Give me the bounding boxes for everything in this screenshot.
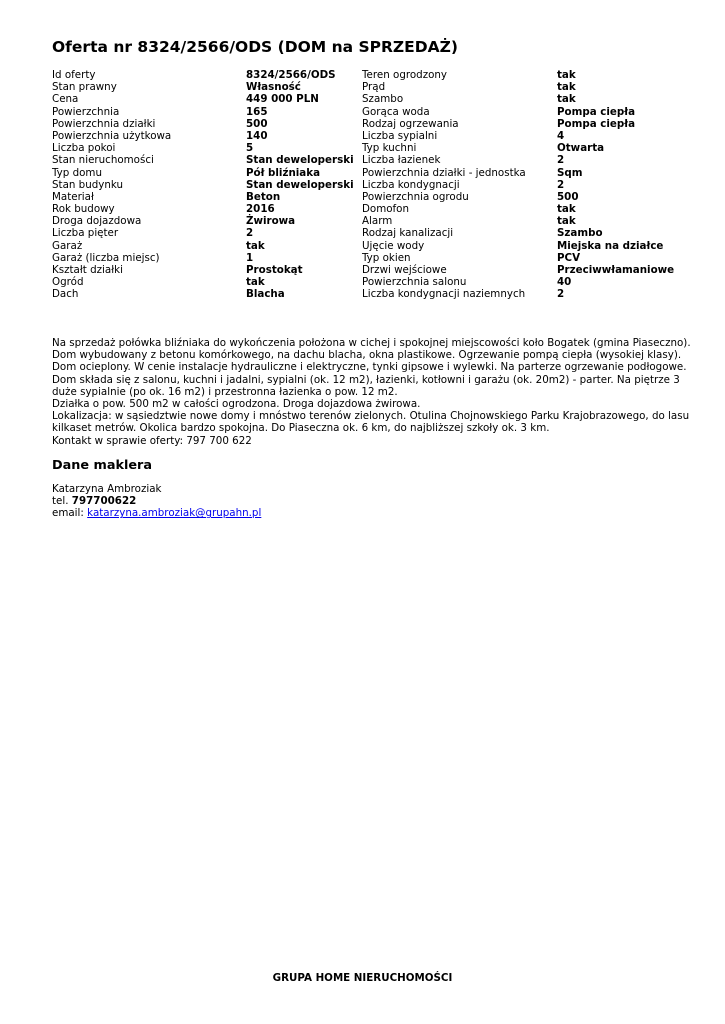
param-label: Stan nieruchomości (52, 154, 154, 167)
param-value: tak (557, 69, 576, 81)
param-label: Id oferty (52, 69, 96, 81)
param-label: Rodzaj ogrzewania (362, 117, 459, 130)
agent-email-link[interactable]: katarzyna.ambroziak@grupahn.pl (87, 507, 262, 520)
agent-name: Katarzyna Ambroziak (52, 483, 162, 495)
description-line: Na sprzedaż połówka bliźniaka do wykończenia położona w cichej i spokojnej miejscowości koło Bogatek (gmina Piaseczno). (52, 337, 691, 349)
param-value: 140 (246, 129, 268, 142)
param-value: tak (557, 215, 576, 228)
param-label: Garaż (52, 239, 83, 252)
param-value: 2 (246, 227, 254, 240)
footer-company-name: GRUPA HOME NIERUCHOMOŚCI (272, 972, 453, 984)
param-label: Typ domu (52, 166, 102, 179)
param-value: Żwirowa (246, 215, 296, 228)
param-value: 165 (246, 105, 268, 118)
param-value: 40 (557, 276, 572, 289)
description-line: Działka o pow. 500 m2 w całości ogrodzona. Droga dojazdowa żwirowa. (52, 398, 421, 411)
param-label: Garaż (liczba miejsc) (52, 251, 160, 264)
param-label: Teren ogrodzony (362, 69, 448, 81)
offer-title: Oferta nr 8324/2566/ODS (DOM na SPRZEDAŻ) (52, 38, 458, 56)
param-value: 500 (246, 117, 268, 130)
param-label: Rok budowy (52, 203, 115, 216)
param-value: Beton (246, 190, 281, 203)
description-line: kilkaset metrów. Okolica bardzo spokojna. Do Piaseczna ok. 6 km, do najbliższej szkoły ok. 3 km. (52, 422, 550, 435)
agent-phone-row (52, 495, 261, 507)
param-label: Droga dojazdowa (52, 215, 142, 228)
param-label: Ogród (52, 276, 84, 289)
param-label: Powierzchnia ogrodu (362, 190, 469, 203)
description-line: Dom ocieplony. W cenie instalacje hydrauliczne i elektryczne, tynki gipsowe i wylewki. Na parterze ogrzewanie podłogowe. (52, 361, 687, 374)
param-value: 2 (557, 178, 565, 191)
param-label: Powierzchnia działki - jednostka (362, 166, 526, 179)
param-value: Pół bliźniaka (246, 166, 321, 179)
param-label: Liczba pięter (52, 227, 119, 240)
param-label: Liczba kondygnacji naziemnych (362, 288, 526, 301)
param-value: 500 (557, 190, 579, 203)
param-label: Ujęcie wody (362, 239, 425, 252)
description-line: Kontakt w sprawie oferty: 797 700 622 (52, 434, 252, 447)
agent-details (52, 483, 261, 520)
param-label: Powierzchnia działki (52, 117, 156, 130)
param-label: Stan prawny (52, 81, 117, 94)
param-value: tak (246, 239, 265, 252)
param-label: Typ kuchni (362, 142, 417, 155)
param-value: Sqm (557, 166, 583, 179)
param-value: Szambo (557, 227, 603, 240)
param-label: Liczba kondygnacji (362, 178, 460, 191)
param-label: Powierzchnia użytkowa (52, 129, 172, 142)
param-label: Powierzchnia salonu (362, 276, 467, 289)
param-label: Dach (52, 288, 79, 301)
param-value: Stan deweloperski (246, 154, 354, 167)
param-value: Przeciwwłamaniowe (557, 264, 675, 276)
param-label: Drzwi wejściowe (362, 264, 447, 276)
offer-description (52, 337, 691, 447)
description-line: duże sypialnie (po ok. 16 m2) i przestronna łazienka o pow. 12 m2. (52, 385, 398, 398)
param-label: Typ okien (362, 251, 411, 264)
param-label: Gorąca woda (362, 105, 430, 118)
agent-email-label: email: (52, 507, 84, 520)
param-value: tak (557, 93, 576, 106)
param-value: Pompa ciepła (557, 105, 636, 118)
param-label: Liczba sypialni (362, 129, 438, 142)
param-value: 2 (557, 154, 565, 167)
description-line: Lokalizacja: w sąsiedztwie nowe domy i mnóstwo terenów zielonych. Otulina Chojnowskiego Parku Krajobrazowego, do lasu (52, 410, 690, 423)
agent-phone-label: tel. (52, 495, 69, 508)
param-value: tak (246, 276, 265, 289)
param-value: 2016 (246, 203, 275, 216)
param-value: Prostokąt (246, 264, 303, 276)
param-value: Otwarta (557, 142, 605, 155)
param-label: Liczba łazienek (362, 154, 441, 167)
param-value: Miejska na działce (557, 239, 664, 252)
param-value: Blacha (246, 288, 285, 301)
param-value: 449 000 PLN (246, 93, 319, 106)
param-value: 5 (246, 142, 254, 155)
param-label: Powierzchnia (52, 105, 120, 118)
param-value: Pompa ciepła (557, 117, 636, 130)
param-label: Szambo (362, 93, 404, 106)
param-label: Stan budynku (52, 178, 124, 191)
param-value: tak (557, 81, 576, 94)
param-label: Liczba pokoi (52, 142, 116, 155)
param-label: Alarm (362, 215, 393, 228)
description-line: Dom wybudowany z betonu komórkowego, na dachu blacha, okna plastikowe. Ogrzewanie pompą ciepła (wysokiej klasy). (52, 349, 682, 362)
param-value: 2 (557, 288, 565, 301)
description-line: Dom składa się z salonu, kuchni i jadalni, sypialni (ok. 12 m2), łazienki, kotłowni i garażu (ok. 20m2) - parter. Na piętrze 3 (52, 373, 680, 386)
param-value: PCV (557, 251, 581, 264)
param-label: Rodzaj kanalizacji (362, 227, 454, 240)
agent-phone: 797700622 (71, 495, 137, 508)
param-label: Prąd (362, 81, 386, 94)
param-label: Materiał (52, 190, 94, 203)
param-value: Stan deweloperski (246, 178, 354, 191)
agent-heading: Dane maklera (52, 458, 152, 473)
param-value: 1 (246, 251, 254, 264)
param-value: 4 (557, 129, 565, 142)
agent-email-row (52, 507, 261, 519)
param-label: Kształt działki (52, 264, 123, 276)
param-value: tak (557, 203, 576, 216)
param-value: 8324/2566/ODS (246, 69, 336, 81)
param-label: Domofon (362, 203, 410, 216)
param-value: Własność (246, 81, 301, 94)
param-label: Cena (52, 93, 79, 106)
